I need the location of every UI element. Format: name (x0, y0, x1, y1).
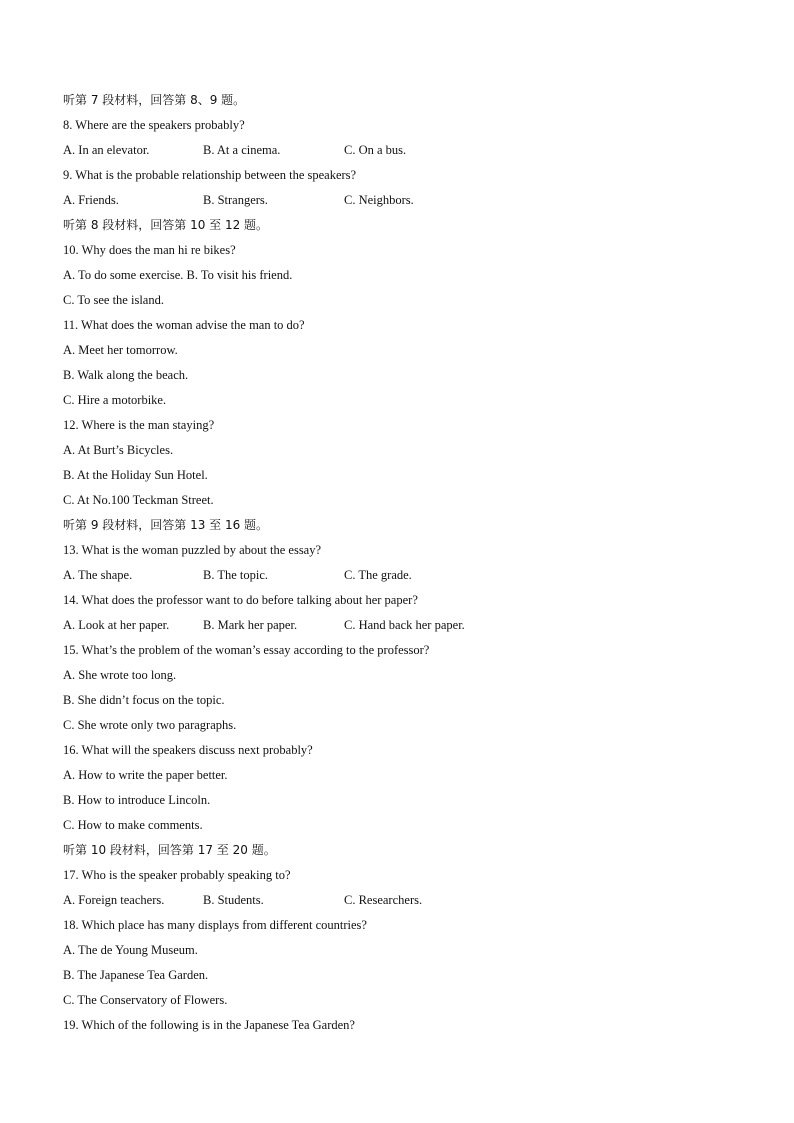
question-text: 8. Where are the speakers probably? (63, 118, 245, 132)
answer-options-row (63, 613, 743, 638)
question-text: 13. What is the woman puzzled by about the essay? (63, 543, 322, 557)
answer-option: C. Neighbors. (344, 193, 414, 207)
answer-options-row (63, 188, 743, 213)
answer-option: A. How to write the paper better. (63, 768, 228, 782)
answer-option: B. She didn’t focus on the topic. (63, 693, 225, 707)
answer-option: A. Foreign teachers. (63, 893, 165, 907)
answer-options-row (63, 888, 743, 913)
answer-option: B. Strangers. (203, 193, 268, 207)
answer-option: B. The Japanese Tea Garden. (63, 968, 209, 982)
answer-option: B. At a cinema. (203, 143, 281, 157)
answer-option: A. Look at her paper. (63, 618, 170, 632)
section-instruction: 听第 10 段材料，回答第 17 至 20 题。 (63, 843, 276, 857)
question-text: 15. What’s the problem of the woman’s essay according to the professor? (63, 643, 430, 657)
answer-option: C. To see the island. (63, 293, 164, 307)
exam-content (63, 88, 743, 1038)
answer-option: A. To do some exercise. B. To visit his friend. (63, 268, 293, 282)
answer-option: C. The grade. (344, 568, 412, 582)
answer-option: C. Hand back her paper. (344, 618, 465, 632)
answer-option: C. Hire a motorbike. (63, 393, 167, 407)
answer-options-row (63, 138, 743, 163)
answer-option: C. Researchers. (344, 893, 423, 907)
answer-options-row (63, 563, 743, 588)
section-instruction: 听第 7 段材料，回答第 8、9 题。 (63, 93, 246, 107)
question-text: 18. Which place has many displays from different countries? (63, 918, 367, 932)
answer-option: C. On a bus. (344, 143, 407, 157)
answer-option: B. Students. (203, 893, 264, 907)
answer-option: B. Walk along the beach. (63, 368, 189, 382)
section-instruction: 听第 8 段材料，回答第 10 至 12 题。 (63, 218, 269, 232)
answer-option: A. The shape. (63, 568, 133, 582)
answer-option: B. At the Holiday Sun Hotel. (63, 468, 208, 482)
question-text: 16. What will the speakers discuss next probably? (63, 743, 313, 757)
answer-option: B. The topic. (203, 568, 269, 582)
question-text: 17. Who is the speaker probably speaking to? (63, 868, 291, 882)
answer-option: C. How to make comments. (63, 818, 203, 832)
question-text: 19. Which of the following is in the Japanese Tea Garden? (63, 1018, 355, 1032)
answer-option: C. The Conservatory of Flowers. (63, 993, 228, 1007)
question-text: 14. What does the professor want to do before talking about her paper? (63, 593, 418, 607)
answer-option: A. Meet her tomorrow. (63, 343, 178, 357)
answer-option: B. Mark her paper. (203, 618, 298, 632)
answer-option: A. At Burt’s Bicycles. (63, 443, 174, 457)
answer-option: B. How to introduce Lincoln. (63, 793, 211, 807)
answer-option: C. At No.100 Teckman Street. (63, 493, 214, 507)
answer-option: A. The de Young Museum. (63, 943, 198, 957)
answer-option: A. Friends. (63, 193, 119, 207)
question-text: 11. What does the woman advise the man to do? (63, 318, 305, 332)
section-instruction: 听第 9 段材料，回答第 13 至 16 题。 (63, 518, 269, 532)
answer-option: A. In an elevator. (63, 143, 150, 157)
question-text: 10. Why does the man hi re bikes? (63, 243, 236, 257)
answer-option: C. She wrote only two paragraphs. (63, 718, 237, 732)
question-text: 9. What is the probable relationship between the speakers? (63, 168, 357, 182)
question-text: 12. Where is the man staying? (63, 418, 215, 432)
answer-option: A. She wrote too long. (63, 668, 177, 682)
